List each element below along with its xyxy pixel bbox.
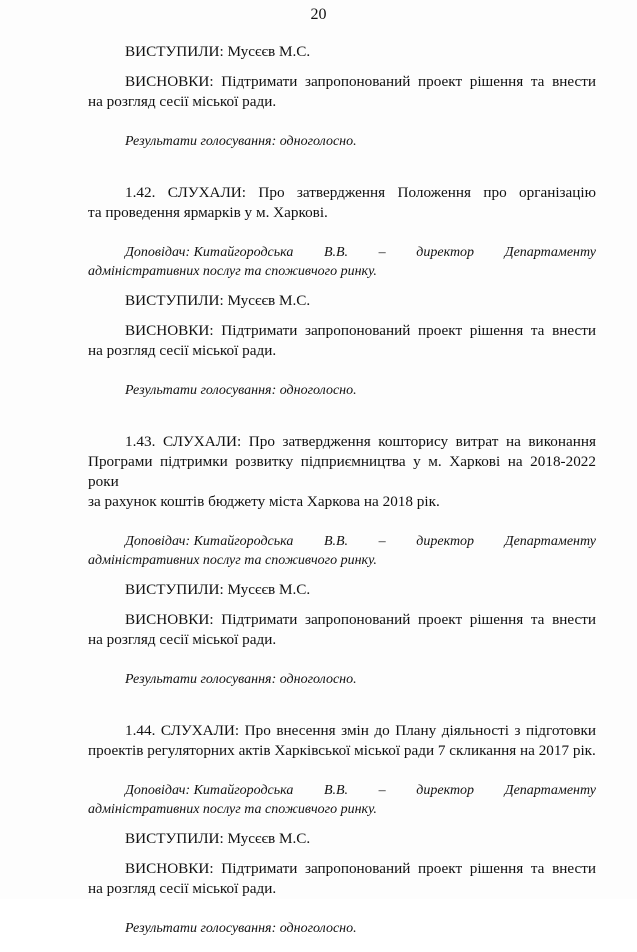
speaker-line [88, 532, 596, 551]
speaker-position: директор [416, 534, 475, 549]
spoke-line: ВИСТУПИЛИ: Мусєєв М.С. [125, 830, 311, 847]
heard-line-3: за рахунок коштів бюджету міста Харкова на 2018 рік. [88, 493, 440, 510]
speaker-dash: – [378, 534, 386, 549]
conclusion-line-2: на розгляд сесії міської ради. [88, 631, 277, 648]
heard-line-1: 1.42. СЛУХАЛИ: Про затвердження Положення про організацію [125, 184, 596, 201]
spoke-line: ВИСТУПИЛИ: Мусєєв М.С. [125, 581, 311, 598]
voting-results: Результати голосування: одноголосно. [125, 672, 357, 687]
speaker-line [88, 243, 596, 262]
agenda-item-1-43 [88, 432, 596, 689]
agenda-item-1-42 [88, 183, 596, 400]
heard-line-2: та проведення ярмарків у м. Харкові. [88, 204, 328, 221]
conclusion-line-1: ВИСНОВКИ: Підтримати запропонований проект рішення та внести [125, 73, 596, 90]
conclusion-line-2: на розгляд сесії міської ради. [88, 93, 277, 110]
heard-line-2: проектів регуляторних актів Харківської міської ради 7 скликання на 2017 рік. [88, 742, 596, 759]
document-body [88, 42, 596, 952]
speaker-department: Департаменту [504, 783, 596, 798]
speaker-name: Доповідач: Китайгородська [125, 534, 294, 549]
speaker-line-2: адміністративних послуг та споживчого ринку. [88, 264, 377, 279]
agenda-item-1-44 [88, 721, 596, 938]
conclusion-line-1: ВИСНОВКИ: Підтримати запропонований проект рішення та внести [125, 860, 596, 877]
heard-line-2: Програми підтримки розвитку підприємництва у м. Харкові на 2018-2022 роки [88, 453, 596, 490]
page-number: 20 [310, 6, 327, 23]
conclusion-line-2: на розгляд сесії міської ради. [88, 880, 277, 897]
speaker-position: директор [416, 783, 475, 798]
speaker-dash: – [378, 245, 386, 260]
heard-line-1: 1.43. СЛУХАЛИ: Про затвердження кошторису витрат на виконання [125, 433, 596, 450]
speaker-position: директор [416, 245, 475, 260]
speaker-name: Доповідач: Китайгородська [125, 245, 294, 260]
speaker-initials: В.В. [323, 783, 349, 798]
speaker-name: Доповідач: Китайгородська [125, 783, 294, 798]
speaker-department: Департаменту [504, 245, 596, 260]
speaker-line-2: адміністративних послуг та споживчого ринку. [88, 553, 377, 568]
voting-results: Результати голосування: одноголосно. [125, 383, 357, 398]
conclusion-line-1: ВИСНОВКИ: Підтримати запропонований проект рішення та внести [125, 322, 596, 339]
spoke-line: ВИСТУПИЛИ: Мусєєв М.С. [125, 292, 311, 309]
voting-results: Результати голосування: одноголосно. [125, 921, 357, 936]
speaker-dash: – [378, 783, 386, 798]
speaker-initials: В.В. [323, 534, 349, 549]
speaker-line [88, 781, 596, 800]
speaker-department: Департаменту [504, 534, 596, 549]
spoke-line: ВИСТУПИЛИ: Мусєєв М.С. [125, 43, 311, 60]
speaker-line-2: адміністративних послуг та споживчого ринку. [88, 802, 377, 817]
voting-results: Результати голосування: одноголосно. [125, 134, 357, 149]
conclusion-line-1: ВИСНОВКИ: Підтримати запропонований проект рішення та внести [125, 611, 596, 628]
speaker-initials: В.В. [323, 245, 349, 260]
heard-line-1: 1.44. СЛУХАЛИ: Про внесення змін до Плану діяльності з підготовки [125, 722, 596, 739]
conclusion-line-2: на розгляд сесії міської ради. [88, 342, 277, 359]
